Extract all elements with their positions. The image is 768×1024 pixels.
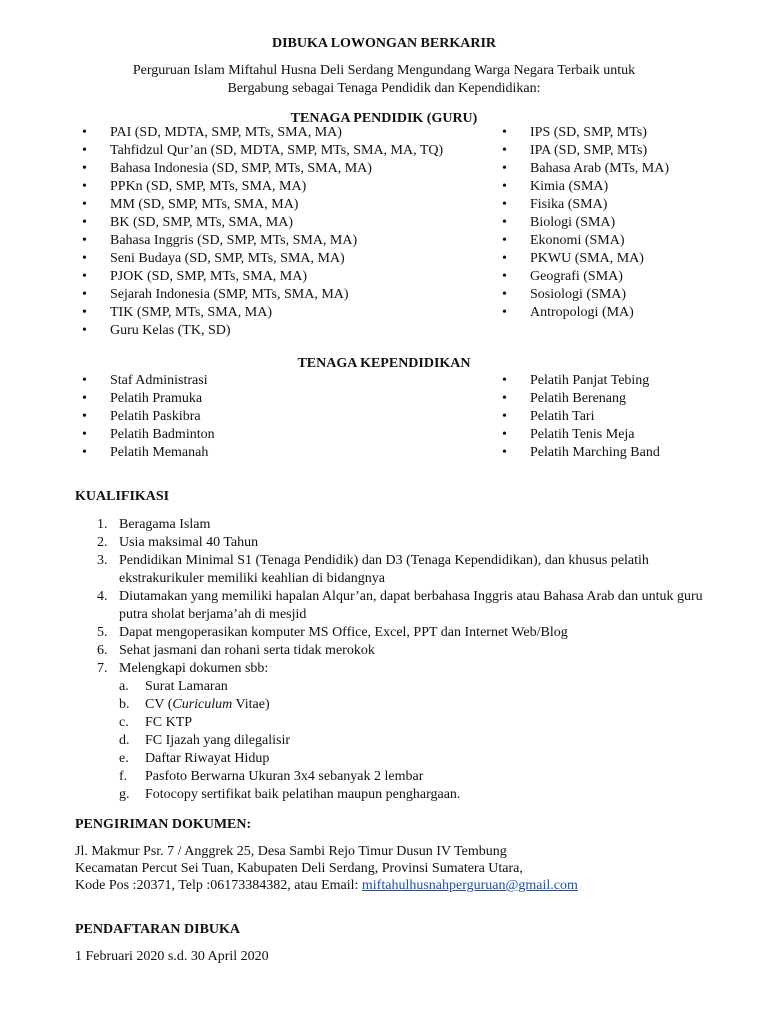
address-line-3: [75, 877, 578, 894]
list-item: • PAI (SD, MDTA, SMP, MTs, SMA, MA): [82, 124, 443, 142]
item-text-pre: CV (: [145, 697, 173, 712]
dokumen-item: [119, 678, 715, 696]
dokumen-item: [119, 696, 715, 714]
list-item: • Bahasa Arab (MTs, MA): [502, 160, 669, 178]
item-text: Usia maksimal 40 Tahun: [119, 535, 259, 550]
kependidikan-list-left: [82, 372, 215, 462]
page-title: DIBUKA LOWONGAN BERKARIR: [271, 36, 497, 51]
list-item: • Sejarah Indonesia (SMP, MTs, SMA, MA): [82, 286, 443, 304]
intro-line-1: Perguruan Islam Miftahul Husna Deli Serdang Mengundang Warga Negara Terbaik untuk: [132, 63, 636, 78]
item-text-post: Vitae): [232, 697, 270, 712]
intro-text: [0, 62, 768, 98]
dokumen-item: [119, 768, 715, 786]
list-item: • Kimia (SMA): [502, 178, 669, 196]
item-text: Daftar Riwayat Hidup: [145, 751, 270, 766]
item-text: FC KTP: [145, 715, 193, 730]
email-link[interactable]: miftahulhusnahperguruan@gmail.com: [361, 878, 578, 893]
intro-line-2: Bergabung sebagai Tenaga Pendidik dan Kependidikan:: [227, 81, 541, 96]
list-item: • Pelatih Badminton: [82, 426, 215, 444]
list-item: [75, 552, 715, 588]
list-item: • BK (SD, SMP, MTs, SMA, MA): [82, 214, 443, 232]
list-item: • IPS (SD, SMP, MTs): [502, 124, 669, 142]
item-text-italic: Curiculum: [172, 697, 233, 712]
item-text: Surat Lamaran: [145, 679, 228, 694]
list-item: • Sosiologi (SMA): [502, 286, 669, 304]
section-heading-pendaftaran: PENDAFTARAN DIBUKA: [75, 922, 241, 937]
dokumen-item: [119, 786, 715, 804]
item-letter: d.: [119, 733, 130, 748]
guru-list-left: [82, 124, 443, 340]
dokumen-item: [119, 714, 715, 732]
list-item: • Fisika (SMA): [502, 196, 669, 214]
list-item: • Pelatih Tenis Meja: [502, 426, 660, 444]
item-letter: g.: [119, 787, 130, 802]
list-item: • Antropologi (MA): [502, 304, 669, 322]
item-number: 4.: [97, 589, 108, 604]
item-letter: a.: [119, 679, 129, 694]
list-item: • Guru Kelas (TK, SD): [82, 322, 443, 340]
registration-date: 1 Februari 2020 s.d. 30 April 2020: [75, 949, 269, 964]
list-item: • Biologi (SMA): [502, 214, 669, 232]
item-text: FC Ijazah yang dilegalisir: [145, 733, 291, 748]
kualifikasi-list: [75, 516, 715, 804]
item-letter: f.: [119, 769, 128, 784]
list-item: [75, 624, 715, 642]
item-number: 6.: [97, 643, 108, 658]
list-item: • PJOK (SD, SMP, MTs, SMA, MA): [82, 268, 443, 286]
item-number: 3.: [97, 553, 108, 568]
address-line-2: Kecamatan Percut Sei Tuan, Kabupaten Deli Serdang, Provinsi Sumatera Utara,: [75, 861, 523, 876]
dokumen-list: [119, 678, 715, 804]
list-item: • Pelatih Marching Band: [502, 444, 660, 462]
list-item: [75, 588, 715, 624]
item-text: Melengkapi dokumen sbb:: [119, 661, 269, 676]
address-block: [75, 843, 578, 894]
list-item: • Pelatih Pramuka: [82, 390, 215, 408]
list-item: • Geografi (SMA): [502, 268, 669, 286]
item-number: 7.: [97, 661, 108, 676]
item-number: 2.: [97, 535, 108, 550]
list-item: • MM (SD, SMP, MTs, SMA, MA): [82, 196, 443, 214]
section-heading-kualifikasi: KUALIFIKASI: [75, 489, 170, 504]
list-item: [75, 642, 715, 660]
item-text: Sehat jasmani dan rohani serta tidak merokok: [119, 643, 375, 658]
item-text: Diutamakan yang memiliki hapalan Alqur’an, dapat berbahasa Inggris atau Bahasa Arab dan untuk guru putra sholat berjama’ah di mesjid: [119, 589, 703, 622]
list-item: [75, 660, 715, 804]
list-item: • Tahfidzul Qur’an (SD, MDTA, SMP, MTs, SMA, MA, TQ): [82, 142, 443, 160]
item-text: Dapat mengoperasikan komputer MS Office, Excel, PPT dan Internet Web/Blog: [119, 625, 568, 640]
list-item: • Pelatih Paskibra: [82, 408, 215, 426]
list-item: • Bahasa Inggris (SD, SMP, MTs, SMA, MA): [82, 232, 443, 250]
list-item: • PPKn (SD, SMP, MTs, SMA, MA): [82, 178, 443, 196]
item-letter: e.: [119, 751, 129, 766]
dokumen-item: [119, 750, 715, 768]
item-number: 5.: [97, 625, 108, 640]
item-text: Beragama Islam: [119, 517, 211, 532]
list-item: • Ekonomi (SMA): [502, 232, 669, 250]
list-item: • PKWU (SMA, MA): [502, 250, 669, 268]
section-heading-kependidikan: TENAGA KEPENDIDIKAN: [297, 356, 471, 371]
item-number: 1.: [97, 517, 108, 532]
address-line-1: Jl. Makmur Psr. 7 / Anggrek 25, Desa Sambi Rejo Timur Dusun IV Tembung: [75, 844, 507, 859]
contact-text: Kode Pos :20371, Telp :06173384382, atau Email:: [75, 878, 362, 893]
list-item: • IPA (SD, SMP, MTs): [502, 142, 669, 160]
list-item: • Seni Budaya (SD, SMP, MTs, SMA, MA): [82, 250, 443, 268]
dokumen-item: [119, 732, 715, 750]
section-heading-pengiriman: PENGIRIMAN DOKUMEN:: [75, 817, 252, 832]
list-item: • TIK (SMP, MTs, SMA, MA): [82, 304, 443, 322]
list-item: • Pelatih Panjat Tebing: [502, 372, 660, 390]
item-text: Pendidikan Minimal S1 (Tenaga Pendidik) dan D3 (Tenaga Kependidikan), dan khusus pelatih ekstrakurikuler memiliki keahlian di bidangnya: [119, 553, 649, 586]
kependidikan-list-right: [502, 372, 660, 462]
item-letter: b.: [119, 697, 130, 712]
list-item: • Pelatih Memanah: [82, 444, 215, 462]
list-item: [75, 534, 715, 552]
list-item: • Staf Administrasi: [82, 372, 215, 390]
section-heading-guru: TENAGA PENDIDIK (GURU): [290, 111, 478, 126]
list-item: • Pelatih Berenang: [502, 390, 660, 408]
item-text: Pasfoto Berwarna Ukuran 3x4 sebanyak 2 lembar: [145, 769, 424, 784]
item-text: Fotocopy sertifikat baik pelatihan maupun penghargaan.: [145, 787, 461, 802]
list-item: [75, 516, 715, 534]
list-item: • Bahasa Indonesia (SD, SMP, MTs, SMA, MA): [82, 160, 443, 178]
item-letter: c.: [119, 715, 129, 730]
guru-list-right: [502, 124, 669, 322]
list-item: • Pelatih Tari: [502, 408, 660, 426]
